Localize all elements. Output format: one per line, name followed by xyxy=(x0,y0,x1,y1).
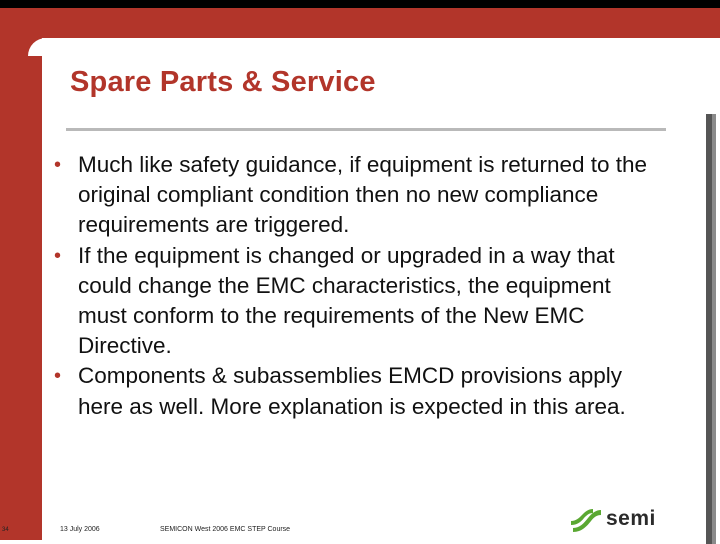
bullet-item xyxy=(50,150,660,241)
semi-logo-mark-icon xyxy=(570,505,602,533)
semi-logo xyxy=(570,504,656,534)
right-edge-bar xyxy=(706,114,716,544)
bullet-text: Much like safety guidance, if equipment is returned to the original compliant condition then no new compliance requirements are triggered. xyxy=(78,152,648,238)
bullet-marker: • xyxy=(54,365,62,388)
header-band xyxy=(0,8,720,38)
logo-wordmark: semi xyxy=(606,507,656,530)
footer-course: SEMICON West 2006 EMC STEP Course xyxy=(160,526,291,533)
title-divider xyxy=(66,128,666,131)
bullet-text: Components & subassemblies EMCD provisions apply here as well. More explanation is expected in this area. xyxy=(78,363,626,419)
bullet-text: If the equipment is changed or upgraded in a way that could change the EMC characteristics, the equipment must conform to the requirements of the New EMC Directive. xyxy=(78,242,615,359)
bullet-item xyxy=(50,361,660,421)
bullet-marker: • xyxy=(54,244,62,267)
left-band xyxy=(0,8,42,540)
bullet-item xyxy=(50,241,660,362)
top-bar xyxy=(0,0,720,8)
bullet-list xyxy=(50,150,660,422)
page-number: 34 xyxy=(2,527,9,533)
bullet-marker: • xyxy=(54,154,62,176)
footer-date: 13 July 2006 xyxy=(60,526,100,533)
slide-title: Spare Parts & Service xyxy=(70,66,376,98)
